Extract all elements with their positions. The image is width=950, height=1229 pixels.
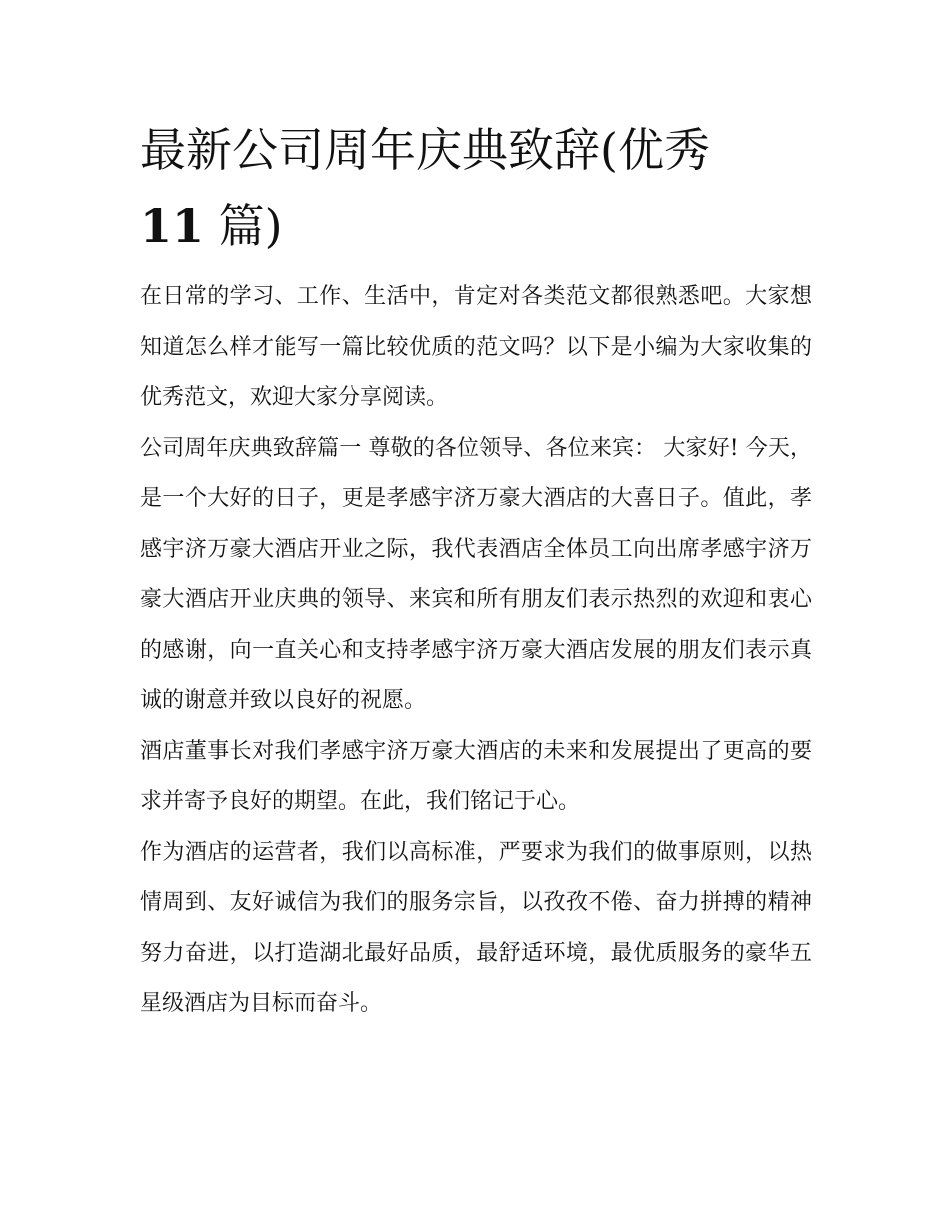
paragraph-operator: 作为酒店的运营者，我们以高标准，严要求为我们的做事原则，以热情周到、友好诚信为我们的服务宗旨，以孜孜不倦、奋力拼搏的精神努力奋进，以打造湖北最好品质，最舒适环境，最优质服务的豪华五星级酒店为目标而奋斗。 <box>140 839 812 1016</box>
paragraph-intro: 在日常的学习、工作、生活中，肯定对各类范文都很熟悉吧。大家想知道怎么样才能写一篇比较优质的范文吗？以下是小编为大家收集的优秀范文，欢迎大家分享阅读。 <box>140 284 812 410</box>
document-body <box>140 112 812 1030</box>
title-main: 最新公司周年庆典致辞(优秀 <box>140 123 710 177</box>
title-number: 11 <box>140 199 205 253</box>
paragraph-speech-opening: 公司周年庆典致辞篇一 尊敬的各位领导、各位来宾： 大家好! 今天，是一个大好的日子，更是孝感宇济万豪大酒店的大喜日子。值此，孝感宇济万豪大酒店开业之际，我代表酒店全体员工向出席孝感宇济万豪大酒店开业庆典的领导、来宾和所有朋友们表示热烈的欢迎和衷心的感谢，向一直关心和支持孝感宇济万豪大酒店发展的朋友们表示真诚的谢意并致以良好的祝愿。 <box>140 435 812 713</box>
title-tail: 篇) <box>218 199 283 253</box>
paragraph-chairman: 酒店董事长对我们孝感宇济万豪大酒店的未来和发展提出了更高的要求并寄予良好的期望。在此，我们铭记于心。 <box>140 738 812 814</box>
document-title <box>140 112 812 264</box>
